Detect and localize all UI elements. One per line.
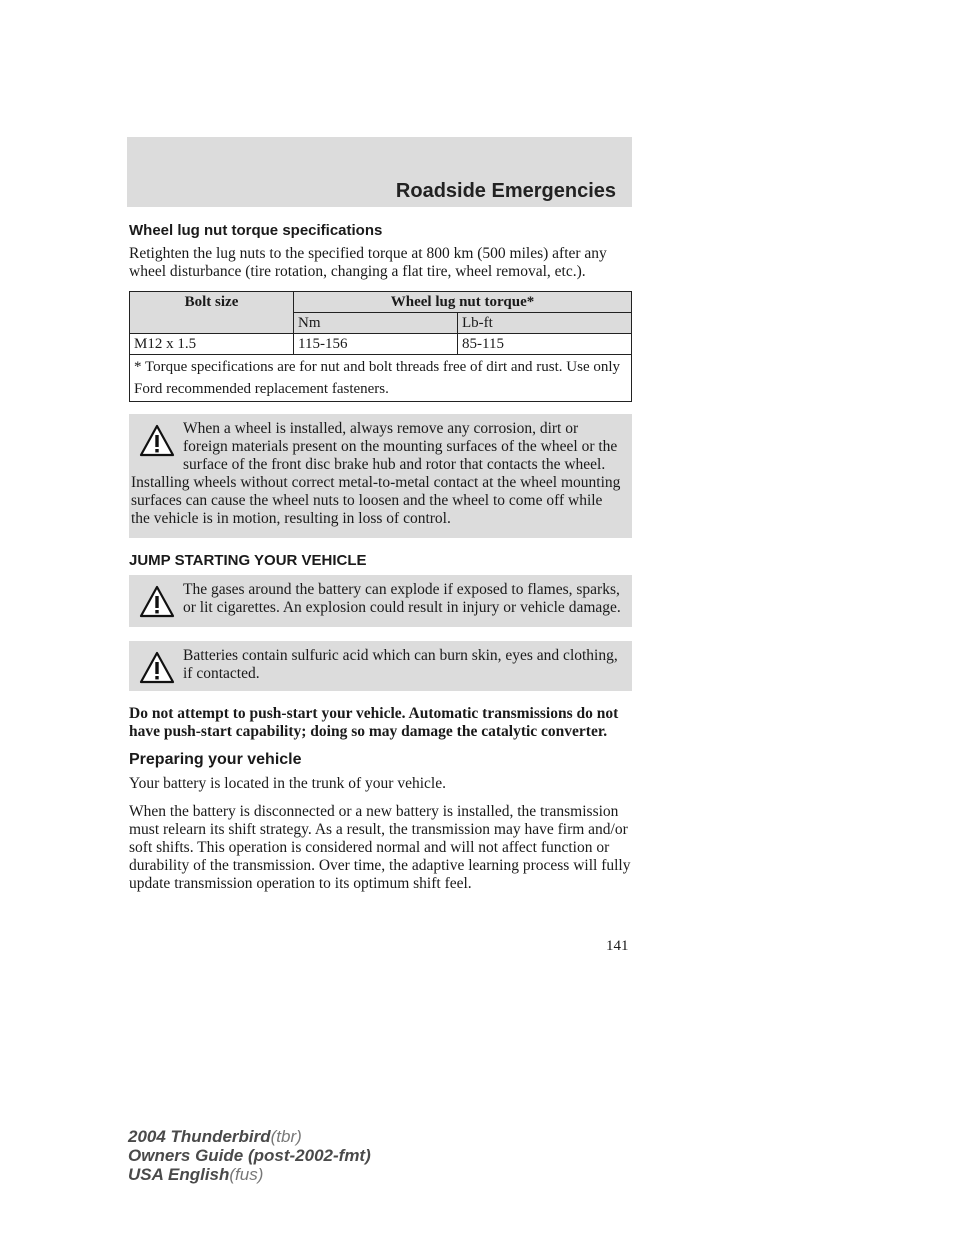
footer-language-code: (fus): [229, 1165, 264, 1184]
battery-acid-warning-box: [129, 641, 632, 691]
battery-explosion-warning-text: The gases around the battery can explode if exposed to flames, sparks, or lit cigarettes. An explosion could result in injury or vehicle damage.: [183, 581, 621, 616]
footer-language: USA English: [128, 1165, 230, 1184]
jump-start-heading: JUMP STARTING YOUR VEHICLE: [129, 552, 367, 569]
warning-triangle-icon: [139, 651, 175, 685]
wheel-warning-text: When a wheel is installed, always remove any corrosion, dirt or foreign materials present on the mounting surfaces of the wheel or the surface of the front disc brake hub and rotor that contacts the wheel. Installing wheels without correct metal-to-metal contact at the wheel mounting surfaces can cause the wheel nuts to loosen and the wheel to come off while the vehicle is in motion, resulting in loss of control.: [131, 420, 621, 527]
torque-spec-table: [129, 291, 632, 402]
battery-location-text: Your battery is located in the trunk of your vehicle.: [129, 775, 446, 792]
table-row: [130, 334, 632, 355]
page-number: 141: [606, 938, 629, 954]
warning-triangle-icon: [139, 585, 175, 619]
col-lug-nut-torque: Wheel lug nut torque*: [294, 292, 632, 313]
transmission-relearn-text: When the battery is disconnected or a new battery is installed, the transmission must relearn its shift strategy. As a result, the transmission may have firm and/or soft shifts. This operation is considered normal and will not affect function or durability of the transmission. Over time, the adaptive learning process will fully update transmission operation to its optimum shift feel.: [129, 803, 631, 892]
section-title: Roadside Emergencies: [395, 180, 616, 202]
unit-nm: Nm: [294, 313, 458, 334]
footer-model-code: (tbr): [270, 1127, 302, 1146]
battery-explosion-warning-box: [129, 575, 632, 627]
lug-nut-heading: Wheel lug nut torque specifications: [129, 222, 383, 239]
section-header-band: [127, 137, 632, 207]
page-content: [129, 222, 632, 903]
document-footer: [128, 1127, 371, 1184]
footer-guide: Owners Guide (post-2002-fmt): [128, 1146, 371, 1165]
cell-lbft: 85-115: [458, 334, 632, 355]
warning-triangle-icon: [139, 424, 175, 458]
wheel-warning-box: [129, 414, 632, 538]
cell-bolt: M12 x 1.5: [130, 334, 294, 355]
footer-model: 2004 Thunderbird: [128, 1127, 271, 1146]
push-start-note: Do not attempt to push-start your vehicle. Automatic transmissions do not have push-start capability; doing so may damage the catalytic converter.: [129, 705, 619, 740]
preparing-vehicle-heading: Preparing your vehicle: [129, 751, 302, 768]
col-bolt-size: Bolt size: [130, 292, 294, 334]
unit-lbft: Lb-ft: [458, 313, 632, 334]
lug-nut-intro: Retighten the lug nuts to the specified torque at 800 km (500 miles) after any wheel disturbance (tire rotation, changing a flat tire, wheel removal, etc.).: [129, 245, 607, 280]
table-footnote: * Torque specifications are for nut and bolt threads free of dirt and rust. Use only Ford recommended replacement fasteners.: [130, 355, 632, 402]
cell-nm: 115-156: [294, 334, 458, 355]
battery-acid-warning-text: Batteries contain sulfuric acid which can burn skin, eyes and clothing, if contacted.: [183, 647, 618, 682]
